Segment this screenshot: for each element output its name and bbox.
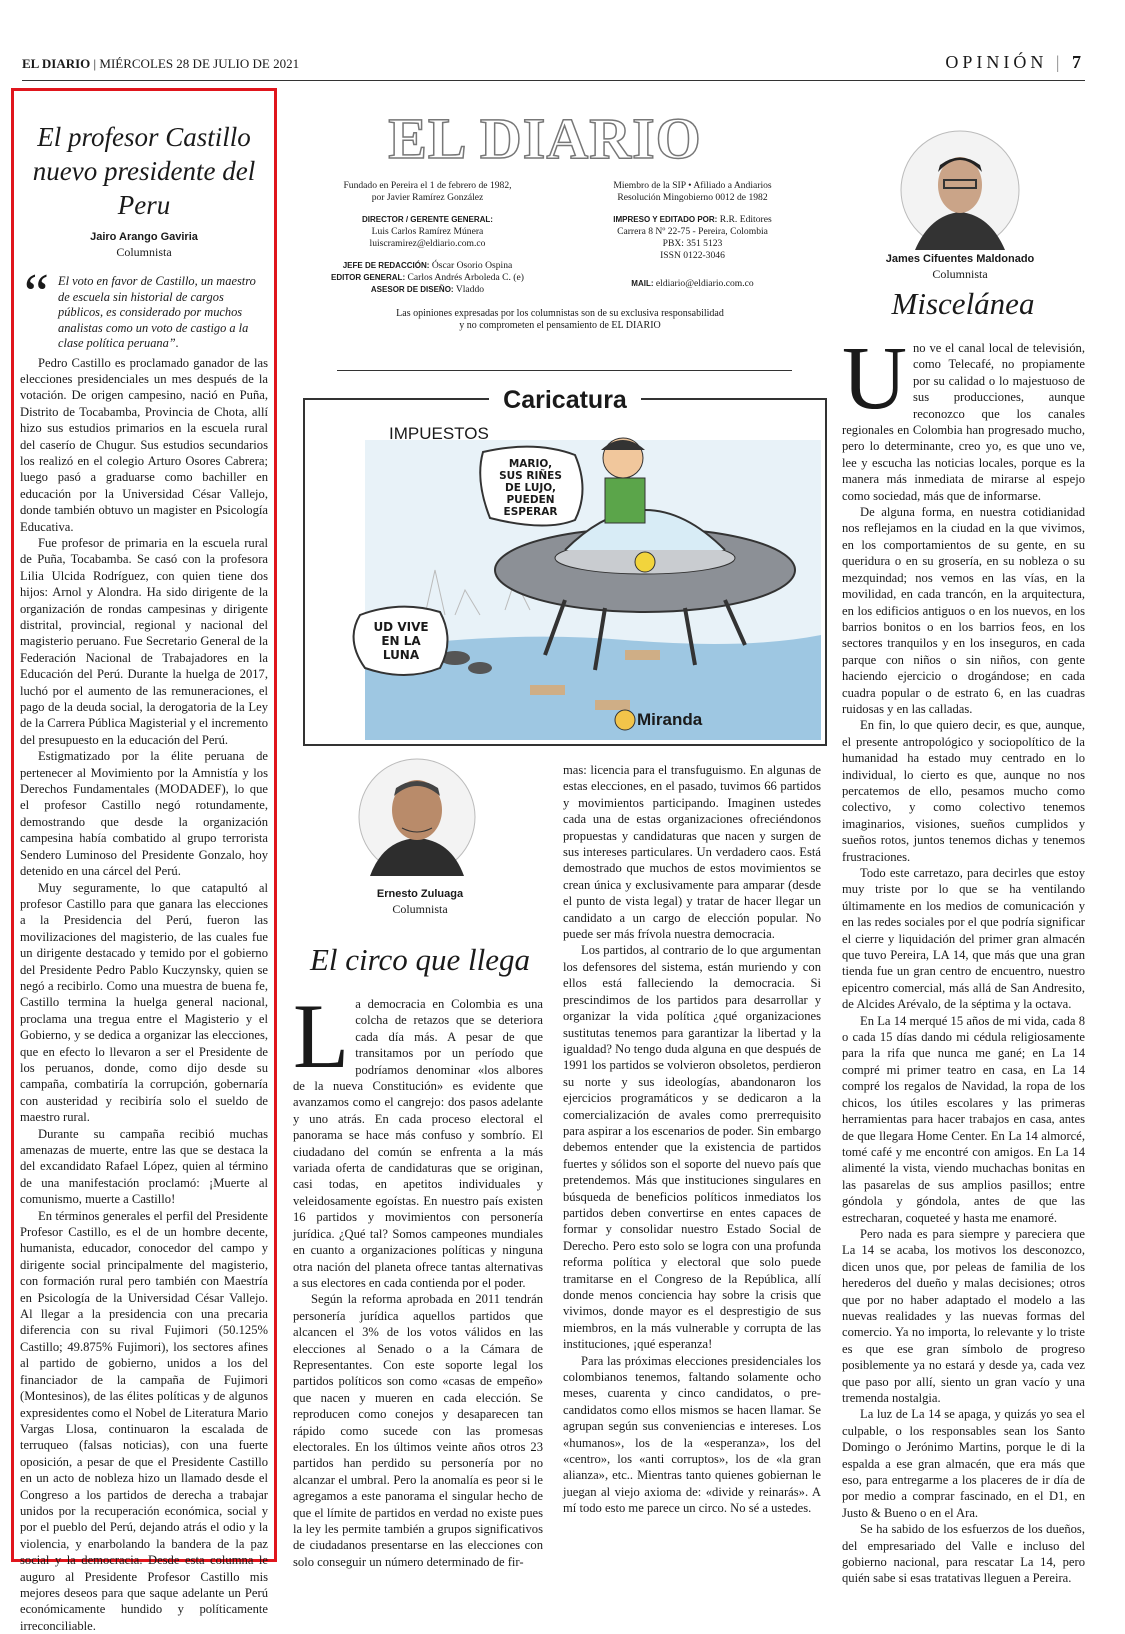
left-author-role: Columnista — [20, 245, 268, 260]
paragraph: En fin, lo que quiero decir, es que, aunque, el presente antropológico y sociopolítico de la humanidad ha estado muy centrado en lo individual, lo cierto es que, aunque no nos percatemos de ello, pesamos mucho como colectivo, y como colectivo tenemos imaginarios, visiones, sueños cumplidos y sueños rotos, juntos tenemos dichas y tenemos frustraciones. — [842, 717, 1085, 865]
caricature-illustration — [305, 400, 821, 740]
caricature-title: Caricatura — [489, 386, 641, 414]
paragraph: Se ha sabido de los esfuerzos de los dueños, del empresariado del Valle e incluso del gobierno nacional, para rescatar La 14, pero quién sabe si esas tratativas lleguen a Pereira. — [842, 1521, 1085, 1587]
masthead-rule — [337, 370, 792, 371]
dropcap: U — [842, 344, 907, 414]
paragraph: La luz de La 14 se apaga, y quizás yo sea el culpable, o los responsables sean los Santo Domingo o Jerónimo Martins, porque le di la espalda a ese gran almacén, que era más que eso, para entregarme a los placeres de ir día de por medio a comprar fascinado, en el D1, en Justo & Bueno o en el Ara. — [842, 1406, 1085, 1521]
left-article — [20, 120, 268, 1634]
paragraph: Uno ve el canal local de televisión, como Telecafé, no propiamente por su calidad o lo majestuoso de sus producciones, aunque reconozco que los canales regionales en Colombia han progresado mucho, pero lo determinante, creo yo, es que uno ve, lee y escucha las noticias locales, porque es la manera más inmediata de mirarse al espejo como sociedad, más que de informarse. — [842, 340, 1085, 504]
masthead-disclaimer: Las opiniones expresadas por los columnistas son de su exclusiva responsabilidad y no comprometen el pensamiento de EL DIARIO — [300, 308, 820, 332]
header-date-line: EL DIARIO | MIÉRCOLES 28 DE JULIO DE 2021 — [22, 56, 299, 72]
caricature-box — [303, 398, 827, 746]
middle-article-byline — [330, 887, 510, 917]
masthead — [300, 108, 820, 332]
right-author-name: James Cifuentes Maldonado — [835, 252, 1085, 267]
quote-mark-icon: “ — [24, 266, 49, 322]
middle-author-role: Columnista — [330, 902, 510, 917]
paragraph: Estigmatizado por la élite peruana de pertenecer al Movimiento por la Amnistía y los Derechos Fundamentales (MODADEF), lo que el profesor Castillo negó rotundamente, demostrando que desde la organización campesina había combatido al grupo terrorista Sendero Luminoso del Presidente Gonzalo, hoy detenido en una cárcel del Perú. — [20, 748, 268, 879]
right-article-body — [842, 340, 1085, 1587]
paragraph: En La 14 merqué 15 años de mi vida, cada 8 o cada 15 días dando mi cédula religiosamente para la rifa que nunca me gané; en La 14 compré mi primer teatro en casa, en La 14 compré los regalos de Navidad, la ropa de los chicos, los útiles escolares y las primeras herramientas para hacer trabajos en casa, antes de que llegara Home Center. En La 14 almorcé, tomé café y me encontré con amigos. En La 14 alimenté la vista, viendo muchachas bonitas en las pasarelas de sus amplios pasillos; entre góndola y góndola, antes de que las estrecharan, coqueteé y hasta me enamoré. — [842, 1013, 1085, 1226]
middle-author-name: Ernesto Zuluaga — [330, 887, 510, 902]
paragraph: Pero nada es para siempre y pareciera que La 14 se acaba, los motivos los desconozco, dicen unos que, por peleas de familia de los herederos del dueño y malas decisiones; otros que por no haber adaptado el modelo a las nuevas realidades y las nuevas formas del comercio. Ya no importa, lo relevante y lo triste es que ese gran símbolo de progreso posiblemente ya no estará y desde ya, cada vez que paso por allí, siento un gran vacío y una tremenda nostalgia. — [842, 1226, 1085, 1406]
dropcap: L — [293, 1000, 349, 1072]
left-article-title: El profesor Castillo nuevo presidente del Peru — [20, 120, 268, 222]
middle-article-body-col1 — [293, 996, 543, 1570]
header-section: OPINIÓN | 7 — [945, 52, 1085, 73]
avatar — [358, 758, 476, 876]
right-article-byline — [835, 252, 1085, 282]
header-paper-name: EL DIARIO — [22, 56, 90, 71]
paragraph: La democracia en Colombia es una colcha de retazos que se deteriora cada día más. A pesar de que transitamos por un período que podríamos denominar «los albores de la nueva Constitución» es evidente que avanzamos como el cangrejo: dos pasos adelante y uno atrás. En cada proceso electoral el panorama se hace más confuso y sombrío. El ciudadano del común se enfrenta a la más variada oferta de candidaturas que se originan, casi todas, en apetitos individuales y veleidosamente egoístas. En nuestro país existen 16 partidos y movimientos con personería jurídica. ¿Qué tal? Somos campeones mundiales en cuanto a organizaciones políticas y ninguna otra nación del planeta ofrece tantas alternativas a sus electores en cada contienda por el poder. — [293, 996, 543, 1291]
section-name: OPINIÓN — [945, 52, 1047, 72]
masthead-info: Fundado en Pereira el 1 de febrero de 1982, por Javier Ramírez González DIRECTOR / GERENTE GENERAL: Luis Carlos Ramírez Múnera luiscramirez@eldiario.com.co JEFE DE REDACCIÓN: Óscar Osorio Ospina EDITOR GENERAL: Carlos Andrés Arboleda C. (e) ASESOR DE DISEÑO: Vladdo Miembro de la SIP • Afiliado a Andiarios Resolución Mingobierno 0012 de 1982 IMPRESO Y EDITADO POR: R.R. Editores Carrera 8 Nº 22-75 - Pereira, Colombia PBX: 351 5123 ISSN 0122-3046 MAIL: eldiario@eldiario.com.co — [300, 180, 820, 296]
header-rule — [22, 80, 1085, 81]
middle-article-title: El circo que llega — [290, 942, 550, 978]
caricature-bubble-2: UD VIVE EN LA LUNA — [360, 620, 442, 662]
page-number: 7 — [1072, 52, 1085, 72]
paragraph: Muy seguramente, lo que catapultó al profesor Castillo para que ganara las elecciones a la Presidencia del Perú, fueron las movilizaciones del magisterio, de las cuales fue un dirigente destacado y temido por el gobierno del Presidente Pedro Pablo Kuczynsky, quien se negó a recibirlo. Como una muestra de buena fe, Castillo termina la huelga general nacional, proclama una tregua entre el Magisterio y el Gobierno, y se dedica a organizar las elecciones, que en efecto lo llevaron a ser el Presidente de los peruanos, donde, como dijo desde su campaña, combatiría la corrupción, gobernaría con austeridad y recibiría solo el sueldo de maestro rural. — [20, 880, 268, 1126]
left-article-body — [20, 355, 268, 1634]
paragraph: De alguna forma, en nuestra cotidianidad nos reflejamos en la ciudad en la que vivimos, en los comportamientos de su gente, en su queridura o en su grosería, en su nobleza o su mezquindad; nos vemos en las vías, en la movilidad, en cada trancón, en la arquitectura, en los edificios antiguos o en los nuevos, en los barrios bonitos o en los barrios feos, en los sectores tranquilos y en los inseguros, en cada parque con niños o sin niños, con gente haciendo ejercicio o drogándose; en cada cuadra popular o de estrato 6, en las cuadras ruidosas y en las calladas. — [842, 504, 1085, 717]
paragraph: Los partidos, al contrario de lo que argumentan los defensores del sistema, están muriendo y con ellos está falleciendo la democracia. Si prescindimos de los partidos para desarrollar y organizar la vida política ¿qué organizaciones sustitutas tenemos para garantizar la libertad y la igualdad? No tengo duda alguna en que después de 1991 los partidos se volvieron obsoletos, perdieron su norte y sus ideologías, abandonaron los ejercicios programáticos y se dedicaron a la comercialización de avales como prerrequisito para aspirar a los escenarios de poder. Sin embargo debemos entender que la existencia de partidos fuertes y sólidos son el soporte del nuevo país que pretendemos. Más que instituciones singulares en búsqueda de beneficios políticos inmediatos los partidos deben convertirse en entes capaces de formar y consolidar nuestro Estado Social de Derecho. Pero esto solo se logra con una profunda reforma política y electoral que solo puede tramitarse en el Congreso de la República, allí donde menos conciencia hay sobre la crisis que vivimos, donde mayor es el desprestigio de sus miembros, en la más vulnerable y corrupta de las instituciones, ¡qué esperanza! — [563, 942, 821, 1352]
paragraph: Pedro Castillo es proclamado ganador de las elecciones presidenciales un mes después de la votación. De origen campesino, nació en Puña, Distrito de Tocabamba, Provincia de Chota, allí hizo sus estudios primarios en la escuela rural del caserío de Chugur. Sus estudios secundarios los realizó en el colegio Arturo Osores Cabrera; luego pasó a graduarse como bachiller en educación por la Universidad César Vallejo, donde también obtuvo un magister en Psicología Educativa. — [20, 355, 268, 535]
middle-article-body-col2 — [563, 762, 821, 1517]
left-article-byline — [20, 230, 268, 260]
author-photo-middle — [358, 758, 476, 876]
paragraph: Todo este carretazo, para decirles que estoy muy triste por lo que se ha ventilando últimamente en los medios de comunicación y en las redes sociales por el que podría significar el cierre y liquidación del primer gran almacén que tuvo Pereira, LA 14, que más que una gran tienda fue un gran centro de encuentro, nuestro epicentro comercial, más allá de San Andresito, de Alcides Arévalo, de la séptima y la octava. — [842, 865, 1085, 1013]
avatar — [900, 130, 1020, 250]
caricature-label: IMPUESTOS — [389, 424, 489, 444]
paragraph: Durante su campaña recibió muchas amenazas de muerte, entre las que se destaca la del excandidato Rafael López, quien al término de una manifestación proclamó: ¡Muerte al comunismo, muerte a Castillo! — [20, 1126, 268, 1208]
paragraph: Según la reforma aprobada en 2011 tendrán personería jurídica aquellos partidos que alcancen el 3% de los votos válidos en las elecciones al Senado o a la Cámara de Representantes. Con este soporte legal los partidos políticos son como «casas de empeño» que nacen y mueren en cada elección. Se reproducen como conejos y desaparecen tan rápido como sucede con las promesas electorales. En los últimos veinte años otros 23 partidos han perdido su personería por no alcanzar el umbral. Pero la anomalía es peor si le agregamos a este panorama el singular hecho de que el límite de partidos en verdad no existe pues la ley les permite también a grupos significativos de ciudadanos presentarse en las elecciones con solo conseguir un número determinado de fir- — [293, 1291, 543, 1570]
paragraph: En términos generales el perfil del Presidente Profesor Castillo, es el de un hombre decente, humanista, educador, conocedor del campo y dirigente social principalmente del magisterio, con formación rural pero también con Maestría en Psicología de la Universidad César Vallejo. Al llegar a la presidencia con una precaria diferencia con su rival Fujimori (50.125% Castillo; 49.875% Fujimori), los sectores afines al partido de gobierno, unidos a los del financiador de la campaña de Fujimori (Montesinos), de las élites políticas y de algunos expresidentes como el Nobel de Literatura Mario Vargas Llosa, continuaron la escalada de terruqueo (falsas noticias), con una fuerte oposición, a pesar de que el Presidente Castillo en un acto de nobleza hizo un llamado desde el Congreso a los partidos de derecha a trabajar unidos por la recuperación económica, social y por el pueblo del Perú, dejando atrás el odio y la violencia, y enarbolando la bandera de la paz social y la democracia. Desde esta columna le auguro al Presidente Profesor Castillo mis mejores deseos para que saque adelante un Perú económicamente hundido y políticamente irreconciliable. — [20, 1208, 268, 1634]
paragraph: Fue profesor de primaria en la escuela rural de Puña, Tocabamba. Se casó con la profesora Lilia Ulcida Rodríguez, con quien tiene dos hijos: Arnol y Alondra. Ha sido dirigente de la organización de rondas campesinas y dirigente distrital, provincial, regional y nacional del magisterio peruano. Fue Secretario General de la Federación Nacional de Trabajadores en la Educación del Perú. Durante la huelga de 2017, luchó por el aumento de las remuneraciones, el pago de la deuda social, la derogatoria de la Ley de la Carrera Pública Magisterial y el incremento del presupuesto en la educación del Perú. — [20, 535, 268, 748]
caricature-signature: Miranda — [637, 710, 702, 730]
right-author-role: Columnista — [835, 267, 1085, 282]
author-photo-right — [900, 130, 1020, 250]
left-author-name: Jairo Arango Gaviria — [20, 230, 268, 245]
right-article-title: Miscelánea — [838, 286, 1088, 322]
header-date: MIÉRCOLES 28 DE JULIO DE 2021 — [99, 56, 299, 71]
left-pull-quote: “ El voto en favor de Castillo, un maestro de escuela sin historial de cargos públicos, es considerado por muchos analistas como un voto de castigo a la clase política peruana”. — [20, 274, 268, 352]
paragraph: mas: licencia para el transfuguismo. En algunas de estas elecciones, en el pasado, tuvimos 66 partidos y movimientos participando. Imaginen ustedes cada una de estas organizaciones ofreciéndonos propuestas y candidaturas que nacen y surgen de sus intereses particulares. Un verdadero caos. Está demostrado que muchos de estos movimientos se crean única y exclusivamente para amparar (desde el punto de vista legal) y tratar de hacer llegar un candidato a un cargo de elección popular. No puede ser más frívola nuestra democracia. — [563, 762, 821, 942]
caricature-bubble-1: MARIO, SUS RIÑES DE LUJO, PUEDEN ESPERAR — [483, 458, 578, 518]
paragraph: Para las próximas elecciones presidenciales los colombianos tenemos, faltando solamente ocho meses, cuarenta y cinco candidatos, o pre-candidatos como ellos mismos se hacen llamar. Se agrupan según sus conveniencias e intereses. Los «humanos», los de la «esperanza», los del «centro», los «anti corruptos», los de «la gran alianza», etc.. Mientras tanto quienes gobiernan le juegan al viejo axioma de: «divide y reinarás». A mí todo esto me parece un circo. No sé a ustedes. — [563, 1353, 821, 1517]
masthead-logo: EL DIARIO — [270, 108, 820, 170]
